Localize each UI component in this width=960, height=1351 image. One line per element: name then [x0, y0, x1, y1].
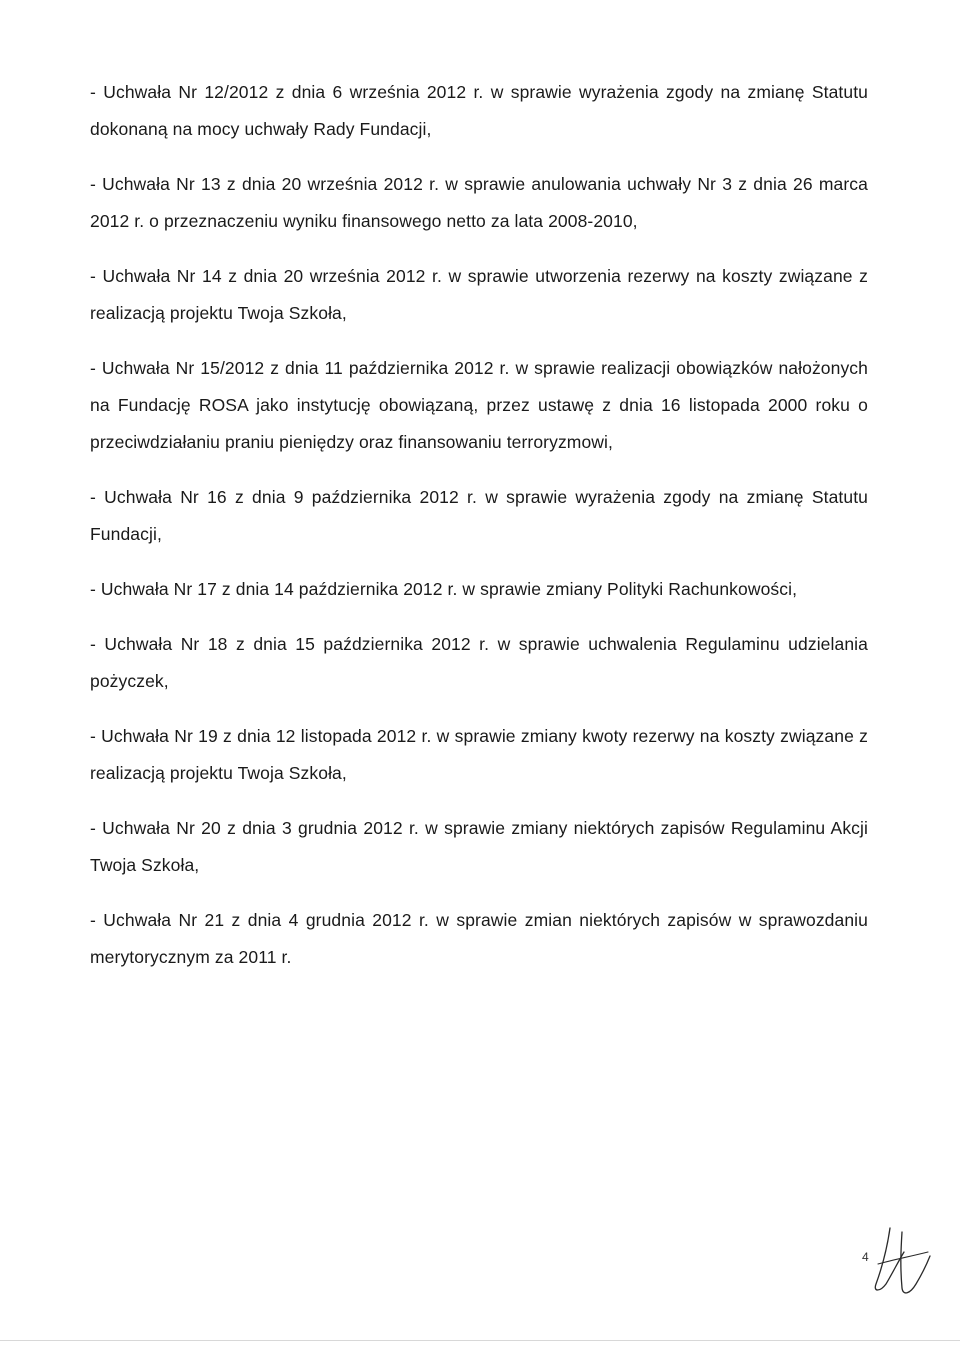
list-item: - Uchwała Nr 20 z dnia 3 grudnia 2012 r. w sprawie zmiany niektórych zapisów Regulaminu Akcji Twoja Szkoła,	[90, 818, 868, 875]
list-item: - Uchwała Nr 17 z dnia 14 października 2012 r. w sprawie zmiany Polityki Rachunkowości,	[90, 579, 798, 599]
signature-icon	[868, 1222, 938, 1302]
list-item: - Uchwała Nr 16 z dnia 9 października 2012 r. w sprawie wyrażenia zgody na zmianę Statutu Fundacji,	[90, 487, 868, 544]
list-item: - Uchwała Nr 13 z dnia 20 września 2012 r. w sprawie anulowania uchwały Nr 3 z dnia 26 marca 2012 r. o przeznaczeniu wyniku finansowego netto za lata 2008-2010,	[90, 174, 868, 231]
page-bottom-edge	[0, 1340, 960, 1341]
list-item: - Uchwała Nr 15/2012 z dnia 11 października 2012 r. w sprawie realizacji obowiązków nałożonych na Fundację ROSA jako instytucję obowiązaną, przez ustawę z dnia 16 listopada 2000 roku o przeciwdziałaniu praniu pieniędzy oraz finansowaniu terroryzmowi,	[90, 358, 868, 452]
page-number: 4	[862, 1250, 869, 1264]
list-item: - Uchwała Nr 19 z dnia 12 listopada 2012 r. w sprawie zmiany kwoty rezerwy na koszty związane z realizacją projektu Twoja Szkoła,	[90, 726, 868, 783]
resolutions-list	[90, 74, 868, 994]
list-item: - Uchwała Nr 18 z dnia 15 października 2012 r. w sprawie uchwalenia Regulaminu udzielania pożyczek,	[90, 634, 868, 691]
list-item: - Uchwała Nr 21 z dnia 4 grudnia 2012 r. w sprawie zmian niektórych zapisów w sprawozdaniu merytorycznym za 2011 r.	[90, 910, 868, 967]
list-item: - Uchwała Nr 12/2012 z dnia 6 września 2012 r. w sprawie wyrażenia zgody na zmianę Statutu dokonaną na mocy uchwały Rady Fundacji,	[90, 82, 868, 139]
list-item: - Uchwała Nr 14 z dnia 20 września 2012 r. w sprawie utworzenia rezerwy na koszty związane z realizacją projektu Twoja Szkoła,	[90, 266, 868, 323]
